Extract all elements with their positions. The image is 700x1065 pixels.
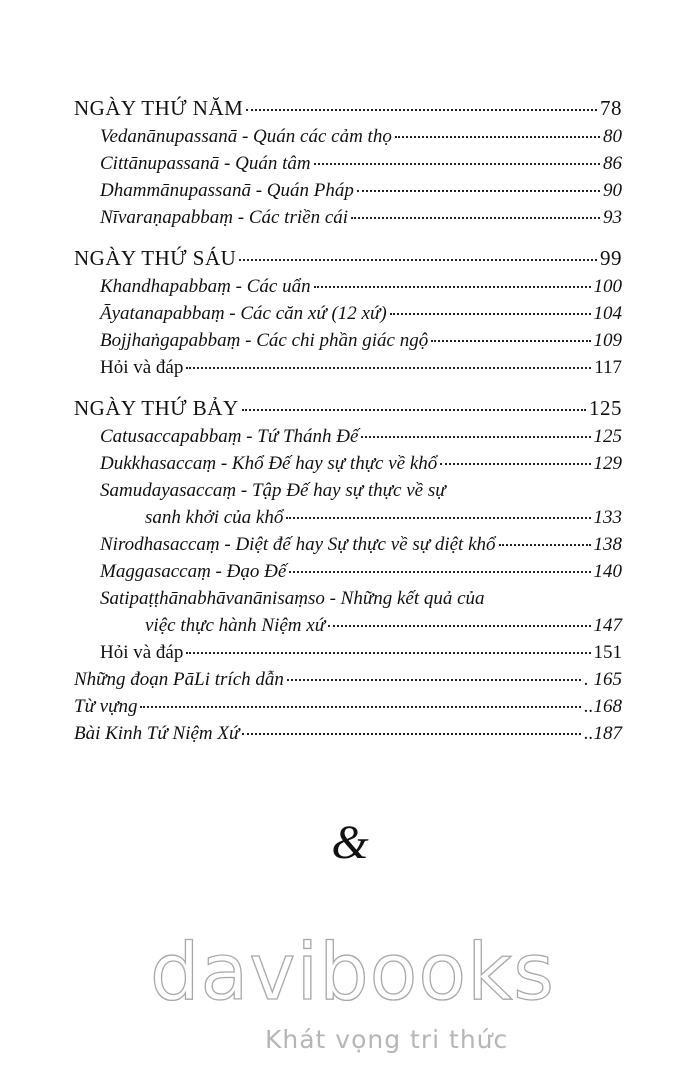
- ampersand-ornament: &: [331, 816, 369, 869]
- toc-page-number: . 165: [584, 669, 622, 690]
- toc-page-number: 125: [593, 426, 622, 447]
- dot-leader: [246, 109, 597, 111]
- toc-section-heading: [74, 96, 622, 121]
- toc-page-number: 138: [593, 534, 622, 555]
- toc-entry-label: Khandhapabbaṃ - Các uẩn: [100, 276, 311, 297]
- toc-entry-label: NGÀY THỨ SÁU: [74, 246, 237, 270]
- toc-appendix-entry: [74, 696, 622, 718]
- toc-entry-label: Nīvaraṇapabbaṃ - Các triền cái: [100, 207, 349, 228]
- toc-page-number: 78: [600, 96, 622, 120]
- toc-entry-label: Hỏi và đáp: [100, 642, 184, 663]
- toc-entry: [100, 330, 622, 352]
- toc-section-heading: [74, 246, 622, 271]
- toc-entry-label: Vedanānupassanā - Quán các cảm thọ: [100, 126, 392, 147]
- toc-entry-label: Hỏi và đáp: [100, 357, 184, 378]
- dot-leader: [499, 544, 591, 546]
- toc-entry: [100, 534, 622, 556]
- toc-entry-label: Cittānupassanā - Quán tâm: [100, 153, 311, 174]
- toc-appendix-entry: [74, 723, 622, 745]
- dot-leader: [242, 409, 586, 411]
- toc-entry-label: Dhammānupassanā - Quán Pháp: [100, 180, 354, 201]
- toc-entry-continuation: [145, 507, 622, 529]
- dot-leader: [431, 340, 590, 342]
- toc-entry: [100, 642, 622, 664]
- toc-entry-label: NGÀY THỨ BẢY: [74, 396, 239, 420]
- toc-page-number: 133: [593, 507, 622, 528]
- toc-page-number: ..187: [584, 723, 622, 744]
- toc-entry: [100, 180, 622, 202]
- watermark-brand: davibooks: [150, 928, 555, 1018]
- toc-entry-label: Những đoạn PāLi trích dẫn: [74, 669, 284, 690]
- toc-entry-label: Bojjhaṅgapabbaṃ - Các chi phần giác ngộ: [100, 330, 429, 351]
- watermark-tagline: Khát vọng tri thức: [265, 1025, 509, 1054]
- toc-page-number: 151: [593, 642, 622, 663]
- dot-leader: [314, 163, 600, 165]
- toc-entry-label: Nirodhasaccaṃ - Diệt đế hay Sự thực về sự diệt khổ: [100, 534, 496, 555]
- dot-leader: [314, 286, 591, 288]
- toc-page-number: ..168: [584, 696, 622, 717]
- toc-section-heading: [74, 396, 622, 421]
- toc-entry: [100, 276, 622, 298]
- dot-leader: [287, 679, 581, 681]
- toc-page-number: 125: [589, 396, 622, 420]
- toc-entry-label: Satipaṭṭhānabhāvanānisaṃso - Những kết quả của: [100, 588, 485, 609]
- dot-leader: [289, 571, 590, 573]
- toc-entry-label: Catusaccapabbaṃ - Tứ Thánh Đế: [100, 426, 359, 447]
- toc-entry-continuation: [145, 615, 622, 637]
- toc-entry: [100, 480, 622, 502]
- toc-page-number: 147: [593, 615, 622, 636]
- dot-leader: [395, 136, 600, 138]
- toc-entry-label: Samudayasaccaṃ - Tập Đế hay sự thực về sự: [100, 480, 446, 501]
- toc-entry-label: Dukkhasaccaṃ - Khổ Đế hay sự thực về khổ: [100, 453, 438, 474]
- dot-leader: [242, 733, 581, 735]
- toc-page-number: 93: [603, 207, 622, 228]
- toc-entry: [100, 126, 622, 148]
- toc-page-number: 117: [594, 357, 622, 378]
- toc-entry-label: Bài Kinh Tứ Niệm Xứ: [74, 723, 240, 744]
- toc-entry-label: Maggasaccaṃ - Đạo Đế: [100, 561, 287, 582]
- dot-leader: [286, 517, 590, 519]
- toc-entry: [100, 153, 622, 175]
- toc-page-number: 90: [603, 180, 622, 201]
- dot-leader: [186, 367, 591, 369]
- toc-entry-label: Āyatanapabbaṃ - Các căn xứ (12 xứ): [100, 303, 387, 324]
- toc-entry: [100, 453, 622, 475]
- toc-entry: [100, 426, 622, 448]
- dot-leader: [186, 652, 590, 654]
- dot-leader: [357, 190, 600, 192]
- toc-entry: [100, 357, 622, 379]
- toc-entry: [100, 303, 622, 325]
- dot-leader: [390, 313, 591, 315]
- dot-leader: [328, 625, 590, 627]
- toc-page-number: 129: [593, 453, 622, 474]
- dot-leader: [140, 706, 581, 708]
- toc-page-number: 100: [593, 276, 622, 297]
- toc-page-number: 109: [593, 330, 622, 351]
- toc-appendix-entry: [74, 669, 622, 691]
- toc-entry: [100, 207, 622, 229]
- toc-entry-label: Từ vựng: [74, 696, 138, 717]
- toc-entry-label: NGÀY THỨ NĂM: [74, 96, 244, 120]
- toc-entry-label: việc thực hành Niệm xứ: [145, 615, 326, 636]
- toc-page-number: 86: [603, 153, 622, 174]
- dot-leader: [361, 436, 590, 438]
- toc-page-number: 99: [600, 246, 622, 270]
- toc-page-number: 80: [603, 126, 622, 147]
- toc-entry: [100, 588, 622, 610]
- dot-leader: [440, 463, 590, 465]
- dot-leader: [239, 259, 597, 261]
- dot-leader: [351, 217, 600, 219]
- toc-page-number: 104: [593, 303, 622, 324]
- toc-entry: [100, 561, 622, 583]
- toc-page-number: 140: [593, 561, 622, 582]
- toc-entry-label: sanh khởi của khổ: [145, 507, 284, 528]
